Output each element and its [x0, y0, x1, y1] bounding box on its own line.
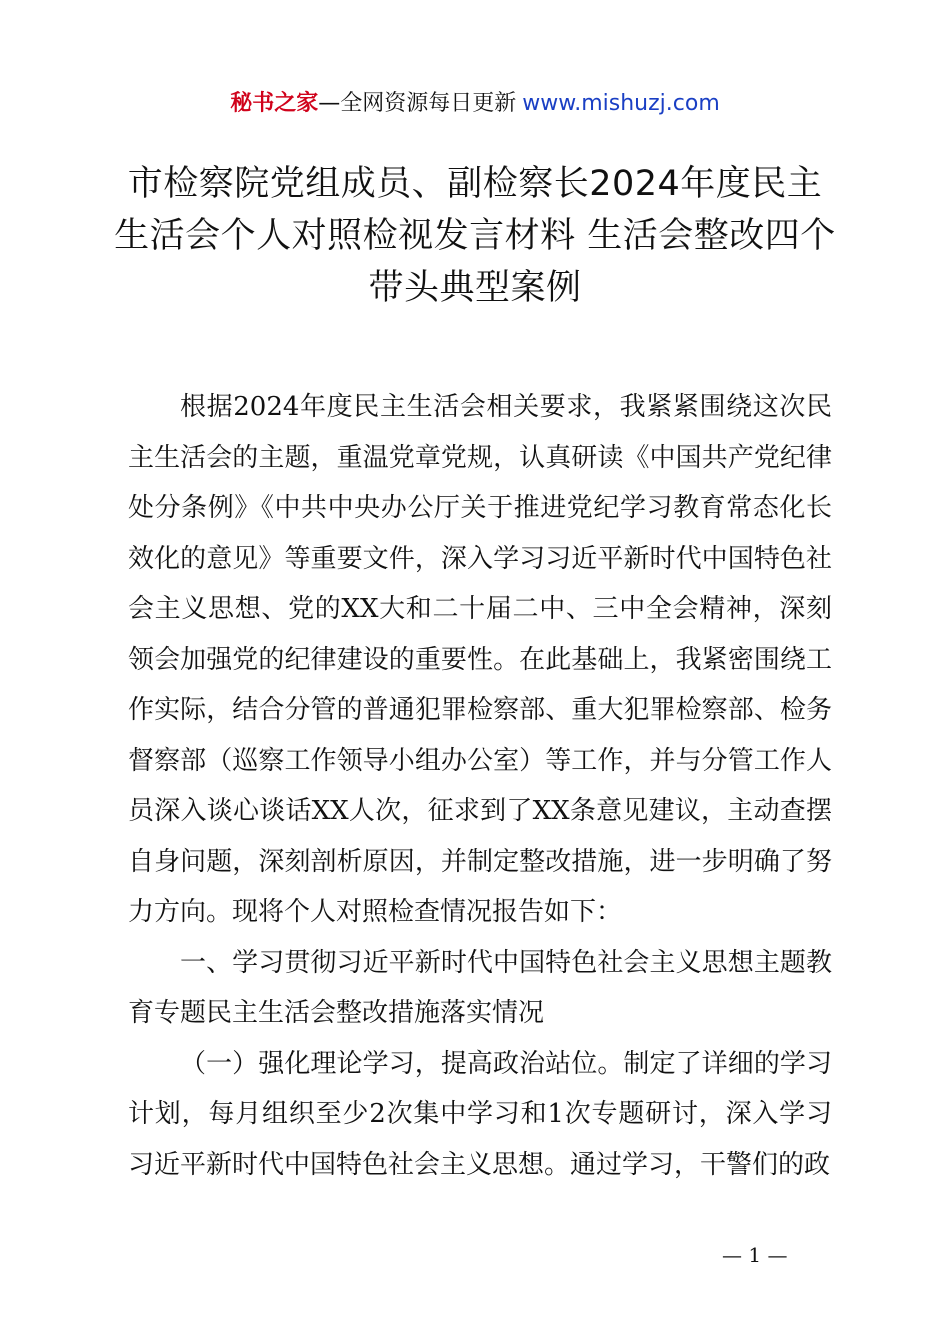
intro-paragraph: 根据2024年度民主生活会相关要求，我紧紧围绕这次民主生活会的主题，重温党章党规，认真研读《中国共产党纪律处分条例》《中共中央办公厅关于推进党纪学习教育常态化长效化的意见》等重要文件，深入学习习近平新时代中国特色社会主义思想、党的XX大和二十届二中、三中全会精神，深刻领会加强党的纪律建设的重要性。在此基础上，我紧密围绕工作实际，结合分管的普通犯罪检察部、重大犯罪检察部、检务督察部（巡察工作领导小组办公室）等工作，并与分管工作人员深入谈心谈话XX人次，征求到了XX条意见建议，主动查摆自身问题，深刻剖析原因，并制定整改措施，进一步明确了努力方向。现将个人对照检查情况报告如下：	[128, 392, 832, 927]
document-body	[128, 382, 832, 1190]
subsection-paragraph-1: （一）强化理论学习，提高政治站位。制定了详细的学习计划，每月组织至少2次集中学习和1次专题研讨，深入学习习近平新时代中国特色社会主义思想。通过学习，干警们的政	[128, 1048, 832, 1180]
section-heading-1: 一、学习贯彻习近平新时代中国特色社会主义思想主题教育专题民主生活会整改措施落实情况	[128, 947, 832, 1028]
page-number: — 1 —	[722, 1243, 788, 1267]
site-url-link[interactable]: www.mishuzj.com	[522, 91, 720, 116]
site-header	[0, 88, 950, 120]
site-tagline: —全网资源每日更新	[318, 91, 517, 116]
document-title: 市检察院党组成员、副检察长2024年度民主生活会个人对照检视发言材料 生活会整改四个带头典型案例	[114, 164, 836, 308]
site-brand: 秘书之家	[230, 91, 319, 116]
